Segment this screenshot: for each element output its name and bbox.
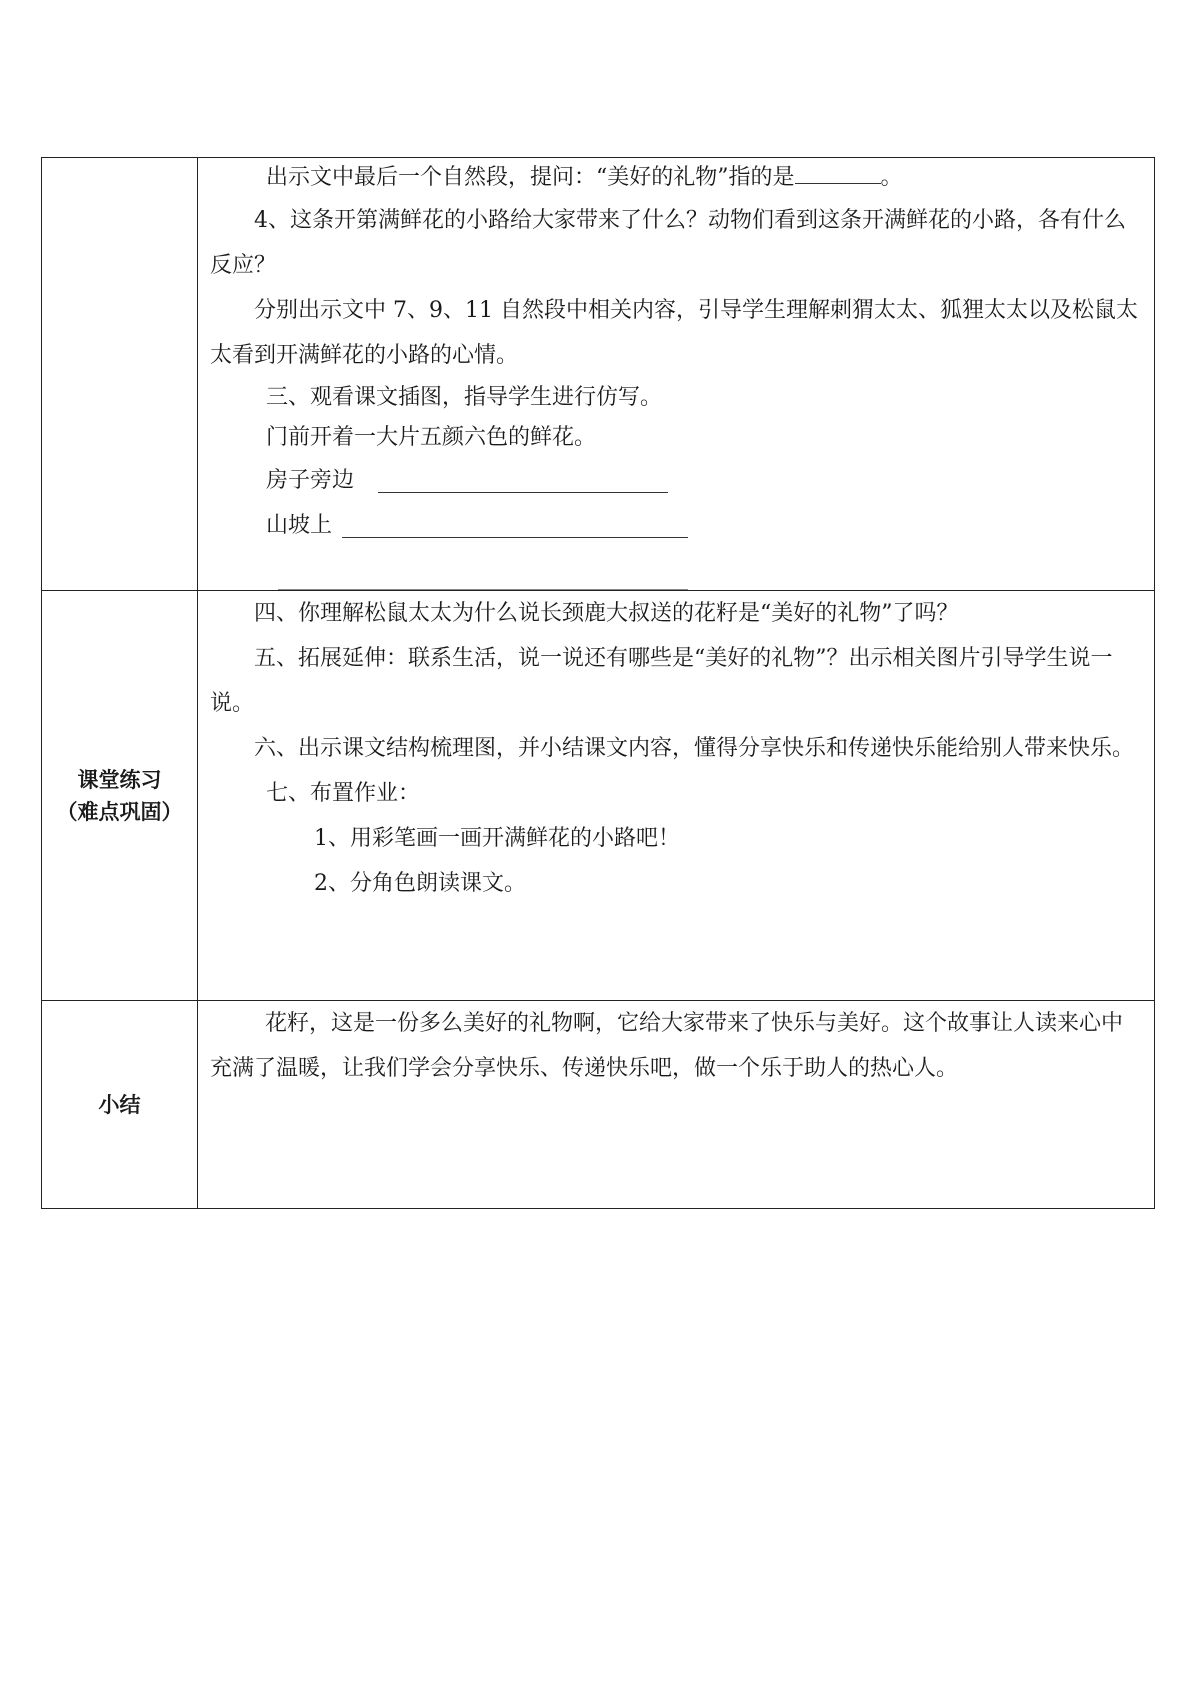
lesson-plan-table <box>41 157 1155 1209</box>
row-label-class-practice-line2: （难点巩固） <box>56 799 183 824</box>
table-row-class-practice <box>42 591 1155 1001</box>
paragraph-step-4: 四、你理解松鼠太太为什么说长颈鹿大叔送的花籽是“美好的礼物”了吗？ <box>254 601 959 626</box>
row-content-class-practice <box>198 591 1155 1001</box>
fill-label-hillside: 山坡上 <box>266 513 333 538</box>
table-row-summary <box>42 1001 1155 1209</box>
answer-blank <box>795 161 881 184</box>
table-row-teaching-process <box>42 158 1155 591</box>
paragraph-step-7: 七、布置作业： <box>266 781 421 806</box>
paragraph-homework-2: 2、分角色朗读课文。 <box>314 871 526 896</box>
paragraph-question-4: 4、这条开第满鲜花的小路给大家带来了什么？动物们看到这条开满鲜花的小路，各有什么反应？ <box>210 208 1127 278</box>
row-label-class-practice-line1: 课堂练习 <box>77 767 162 792</box>
row-label-class-practice <box>42 591 198 1001</box>
paragraph-summary: 花籽，这是一份多么美好的礼物啊，它给大家带来了快乐与美好。这个故事让人读来心中充满了温暖，让我们学会分享快乐、传递快乐吧，做一个乐于助人的热心人。 <box>210 1011 1124 1081</box>
paragraph-final-question <box>210 158 1142 198</box>
row-label-empty <box>42 158 198 591</box>
paragraph-homework-1: 1、用彩笔画一画开满鲜花的小路吧！ <box>314 826 680 851</box>
fill-line-hillside <box>210 503 1142 548</box>
paragraph-step-6: 六、出示课文结构梳理图，并小结课文内容，懂得分享快乐和传递快乐能给别人带来快乐。 <box>254 736 1135 761</box>
row-content-teaching-process <box>198 158 1155 591</box>
paragraph-step-3: 三、观看课文插图，指导学生进行仿写。 <box>266 385 663 410</box>
paragraph-step-5: 五、拓展延伸：联系生活，说一说还有哪些是“美好的礼物”？出示相关图片引导学生说一说。 <box>210 646 1113 716</box>
fill-rule-house <box>378 491 668 493</box>
paragraph-example-sentence: 门前开着一大片五颜六色的鲜花。 <box>266 425 597 450</box>
row-label-summary <box>42 1001 198 1209</box>
row-label-summary-text: 小结 <box>98 1092 141 1117</box>
fill-line-house <box>210 458 1142 503</box>
fill-rule-hillside <box>342 536 688 538</box>
paragraph-final-question-end: 。 <box>880 165 903 190</box>
row-content-summary <box>198 1001 1155 1209</box>
paragraph-show-paragraphs: 分别出示文中 7、9、11 自然段中相关内容，引导学生理解刺猬太太、狐狸太太以及松鼠太太看到开满鲜花的小路的心情。 <box>210 298 1138 368</box>
fill-label-house: 房子旁边 <box>266 468 355 493</box>
paragraph-final-question-text: 出示文中最后一个自然段，提问：“美好的礼物”指的是 <box>266 165 795 190</box>
